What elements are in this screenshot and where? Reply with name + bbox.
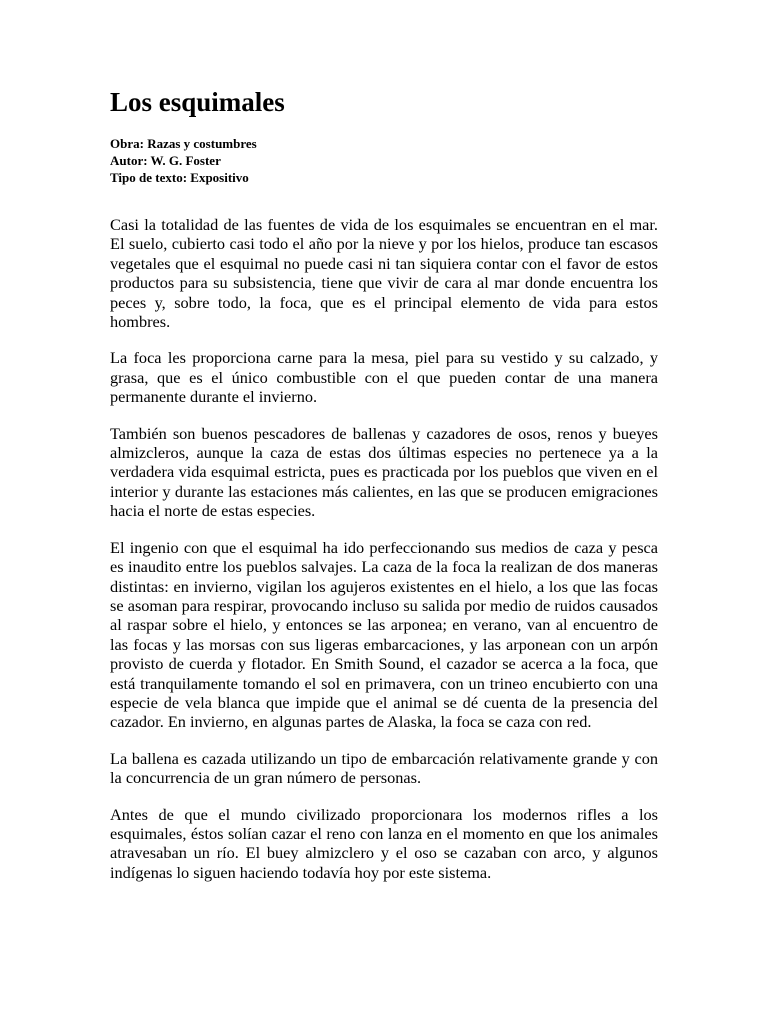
paragraph-6: Antes de que el mundo civilizado proporcionara los modernos rifles a los esquimales, éstos solían cazar el reno con lanza en el momento en que los animales atravesaban un río. El buey almizclero y el oso se cazaban con arco, y algunos indígenas lo siguen haciendo todavía hoy por este sistema. <box>110 804 658 882</box>
work-line: Obra: Razas y costumbres <box>110 136 257 151</box>
paragraph-1: Casi la totalidad de las fuentes de vida de los esquimales se encuentran en el mar. El suelo, cubierto casi todo el año por la nieve y por los hielos, produce tan escasos vegetales que el esquimal no puede casi ni tan siquiera contar con el favor de estos productos para su subsistencia, tiene que vivir de cara al mar donde encuentra los peces y, sobre todo, la foca, que es el principal elemento de vida para estos hombres. <box>110 215 658 332</box>
paragraph-5: La ballena es cazada utilizando un tipo de embarcación relativamente grande y con la concurrencia de un gran número de personas. <box>110 748 658 788</box>
text-type-line: Tipo de texto: Expositivo <box>110 170 249 185</box>
paragraph-3: También son buenos pescadores de ballenas y cazadores de osos, renos y bueyes almizcleros, aunque la caza de estas dos últimas especies no pertenece ya a la verdadera vida esquimal estricta, pues es practicada por los pueblos que viven en el interior y durante las estaciones más calientes, en las que se producen emigraciones hacia el norte de estas especies. <box>110 423 658 521</box>
document-body <box>110 215 658 882</box>
author-line: Autor: W. G. Foster <box>110 153 221 168</box>
paragraph-2: La foca les proporciona carne para la mesa, piel para su vestido y su calzado, y grasa, que es el único combustible con el que pueden contar de una manera permanente durante el invierno. <box>110 348 658 407</box>
document-title: Los esquimales <box>110 87 285 117</box>
paragraph-4: El ingenio con que el esquimal ha ido perfeccionando sus medios de caza y pesca es inaudito entre los pueblos salvajes. La caza de la foca la realizan de dos maneras distintas: en invierno, vigilan los agujeros existentes en el hielo, a los que las focas se asoman para respirar, provocando incluso su salida por medio de ruidos causados al raspar sobre el hielo, y entonces se las arponea; en verano, van al encuentro de las focas y las morsas con sus ligeras embarcaciones, y las arponean con un arpón provisto de cuerda y flotador. En Smith Sound, el cazador se acerca a la foca, que está tranquilamente tomando el sol en primavera, con un trineo encubierto con una especie de vela blanca que impide que el animal se dé cuenta de la presencia del cazador. En invierno, en algunas partes de Alaska, la foca se caza con red. <box>110 537 658 732</box>
document-metadata <box>110 135 658 186</box>
document-page <box>110 84 658 899</box>
